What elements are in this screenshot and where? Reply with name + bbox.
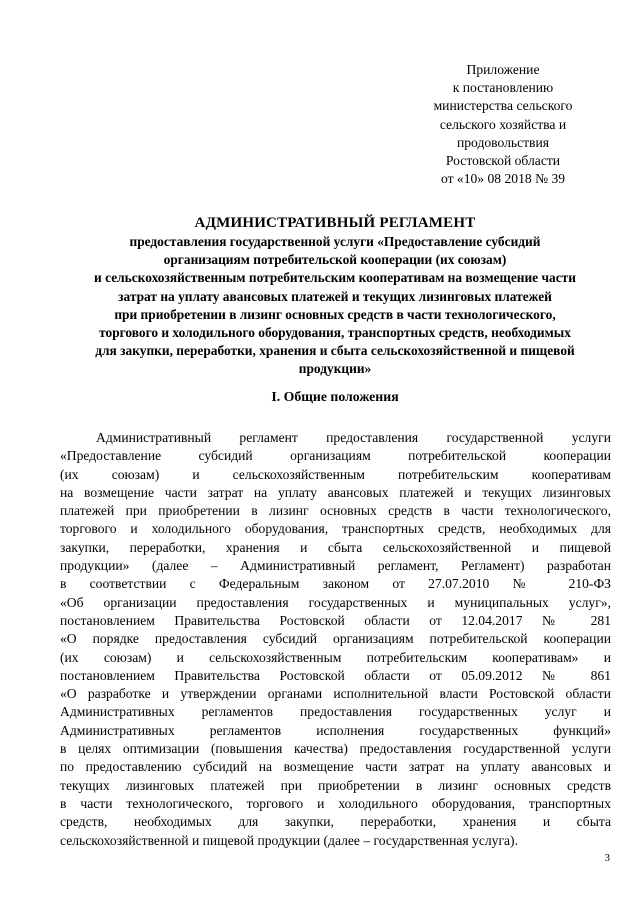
appendix-line: Ростовской области [445,153,561,169]
appendix-line: продовольствия [456,134,550,150]
subtitle-line: затрат на уплату авансовых платежей и текущих лизинговых платежей [118,288,552,304]
appendix-line: к постановлению [452,80,554,96]
paragraph-line: (их союзам) и сельскохозяйственным потребительским кооперативам [60,466,611,482]
paragraph-line: «Об организации предоставления государственных и муниципальных услуг», [60,594,611,610]
paragraph-line: средств, необходимых для закупки, переработки, хранения и сбыта [60,814,611,830]
paragraph-line: «О разработке и утверждении органами исполнительной власти Ростовской области [60,686,611,702]
section-heading: I. Общие положения [271,389,399,404]
appendix-line: министерства сельского [433,98,573,114]
paragraph-line: постановлением Правительства Ростовской области от 05.09.2012 № 861 [60,667,611,683]
paragraph-line: платежей при приобретении в лизинг основных средств в части технологического, [60,503,611,519]
paragraph-line: «Предоставление субсидий организациям потребительской кооперации [60,448,611,464]
appendix-date-line: от «10» 08 2018 № 39 [440,171,566,187]
paragraph-line: текущих лизинговых платежей при приобретении в лизинг основных средств [60,777,611,793]
paragraph-line: (их союзам) и сельскохозяйственным потребительским кооперативам» и [60,649,611,665]
paragraph-line: «О порядке предоставления субсидий организациям потребительской кооперации [60,631,611,647]
document-title: АДМИНИСТРАТИВНЫЙ РЕГЛАМЕНТ [194,215,476,231]
subtitle-line: и сельскохозяйственным потребительским кооперативам на возмещение части [94,270,576,286]
appendix-line: сельского хозяйства и [439,116,567,132]
paragraph-line: в соответствии с Федеральным законом от 27.07.2010 № 210-ФЗ [60,576,611,592]
paragraph-line: Административных регламентов предоставления государственных услуг и [60,704,611,720]
subtitle-line: организациям потребительской кооперации (их союзам) [163,252,507,268]
appendix-note [398,61,608,188]
paragraph-line: в целях оптимизации (повышения качества) предоставления государственной услуги [60,741,611,757]
paragraph-line: Административных регламентов исполнения государственных функций» [60,722,611,738]
document-subtitle [60,233,610,379]
paragraph-line: в части технологического, торгового и холодильного оборудования, транспортных [60,795,611,811]
paragraph-line: Административный регламент предоставления государственной услуги [96,430,611,445]
paragraph-line: по предоставлению субсидий на возмещение части затрат на уплату авансовых и [60,759,611,775]
appendix-line: Приложение [466,62,540,77]
paragraph-line: торгового и холодильного оборудования, транспортных средств, необходимых для [60,521,611,537]
paragraph-line: постановлением Правительства Ростовской области от 12.04.2017 № 281 [60,612,611,628]
subtitle-line: торгового и холодильного оборудования, транспортных средств, необходимых [99,325,571,341]
body-paragraph [60,429,611,850]
subtitle-line: для закупки, переработки, хранения и сбыта сельскохозяйственной и пищевой [95,343,575,359]
subtitle-line: при приобретении в лизинг основных средств в части технологического, [114,306,556,322]
page-number: 3 [604,852,610,864]
paragraph-line: сельскохозяйственной и пищевой продукции (далее – государственная услуга). [60,832,518,848]
subtitle-line: продукции» [298,361,372,377]
title-block [60,213,610,379]
paragraph-line: на возмещение части затрат на уплату авансовых платежей и текущих лизинговых [60,484,611,500]
subtitle-line: предоставления государственной услуги «Предоставление субсидий [129,234,541,249]
paragraph-line: закупки, переработки, хранения и сбыта сельскохозяйственной и пищевой [60,539,611,555]
paragraph-line: продукции» (далее – Административный регламент, Регламент) разработан [60,558,611,574]
